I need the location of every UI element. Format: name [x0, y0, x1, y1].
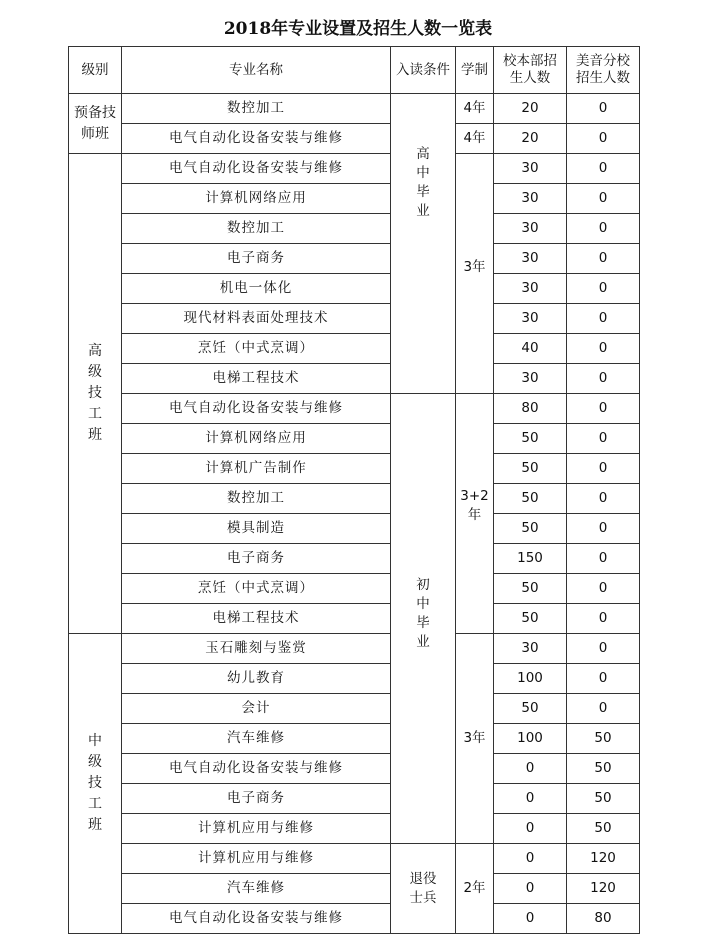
- major-cell: 计算机网络应用: [122, 184, 391, 214]
- meiyin-campus-count: 120: [567, 844, 640, 874]
- meiyin-campus-count: 50: [567, 784, 640, 814]
- main-campus-count: 40: [494, 334, 567, 364]
- meiyin-campus-count: 50: [567, 724, 640, 754]
- duration-three-year-text: 3年: [463, 259, 486, 275]
- main-campus-count: 0: [494, 844, 567, 874]
- major-cell: 电梯工程技术: [122, 604, 391, 634]
- main-campus-count: 50: [494, 604, 567, 634]
- main-campus-count: 30: [494, 184, 567, 214]
- table-row: [69, 814, 640, 844]
- level-prep: [69, 94, 122, 154]
- major-cell: 电气自动化设备安装与维修: [122, 394, 391, 424]
- duration-four-year: [456, 124, 494, 154]
- duration-four-year-text: 4年: [463, 100, 486, 116]
- duration-three-plus-two: [456, 394, 494, 634]
- table-row: [69, 424, 640, 454]
- table-row: [69, 364, 640, 394]
- page-title: 2018年专业设置及招生人数一览表: [223, 19, 493, 39]
- table-row: [69, 304, 640, 334]
- table-row: [69, 754, 640, 784]
- main-campus-count: 150: [494, 544, 567, 574]
- meiyin-campus-count: 0: [567, 364, 640, 394]
- table-row: [69, 694, 640, 724]
- main-campus-count: 20: [494, 124, 567, 154]
- major-cell: 电气自动化设备安装与维修: [122, 124, 391, 154]
- major-cell: 烹饪（中式烹调）: [122, 334, 391, 364]
- duration-two-year-text: 2年: [463, 880, 486, 896]
- duration-two-year: [456, 844, 494, 934]
- table-row: [69, 484, 640, 514]
- main-campus-count: 30: [494, 274, 567, 304]
- meiyin-campus-count: 0: [567, 334, 640, 364]
- major-cell: 现代材料表面处理技术: [122, 304, 391, 334]
- meiyin-campus-count: 50: [567, 754, 640, 784]
- major-cell: 机电一体化: [122, 274, 391, 304]
- table-row: [69, 784, 640, 814]
- meiyin-campus-count: 0: [567, 514, 640, 544]
- header-level: 级别: [69, 47, 122, 94]
- table-row: [69, 394, 640, 424]
- major-cell: 电子商务: [122, 784, 391, 814]
- table-row: [69, 124, 640, 154]
- major-cell: 电子商务: [122, 244, 391, 274]
- header-meiyin-campus: 美音分校招生人数: [567, 47, 640, 94]
- major-cell: 模具制造: [122, 514, 391, 544]
- table-row: [69, 904, 640, 934]
- meiyin-campus-count: 120: [567, 874, 640, 904]
- table-row: [69, 244, 640, 274]
- main-campus-count: 20: [494, 94, 567, 124]
- table-row: [69, 664, 640, 694]
- major-cell: 数控加工: [122, 484, 391, 514]
- meiyin-campus-count: 0: [567, 154, 640, 184]
- table-row: [69, 154, 640, 184]
- major-cell: 计算机网络应用: [122, 424, 391, 454]
- major-cell: 幼儿教育: [122, 664, 391, 694]
- major-cell: 计算机应用与维修: [122, 844, 391, 874]
- entry-high-school: [391, 94, 456, 394]
- header-row: [69, 47, 640, 94]
- major-cell: 汽车维修: [122, 874, 391, 904]
- main-campus-count: 30: [494, 304, 567, 334]
- header-major: 专业名称: [122, 47, 391, 94]
- entry-middle-school-text: 初中毕业: [416, 577, 430, 650]
- meiyin-campus-count: 0: [567, 124, 640, 154]
- main-campus-count: 100: [494, 664, 567, 694]
- major-cell: 电气自动化设备安装与维修: [122, 754, 391, 784]
- entry-high-school-text: 高中毕业: [416, 146, 430, 219]
- main-campus-count: 50: [494, 694, 567, 724]
- duration-three-plus-two-text: 3+2年: [460, 488, 489, 523]
- main-campus-count: 100: [494, 724, 567, 754]
- table-row: [69, 604, 640, 634]
- duration-three-year: [456, 634, 494, 844]
- main-campus-count: 50: [494, 514, 567, 544]
- meiyin-campus-count: 0: [567, 694, 640, 724]
- major-cell: 计算机广告制作: [122, 454, 391, 484]
- main-campus-count: 50: [494, 574, 567, 604]
- table-row: [69, 454, 640, 484]
- main-campus-count: 50: [494, 424, 567, 454]
- main-campus-count: 30: [494, 214, 567, 244]
- major-cell: 汽车维修: [122, 724, 391, 754]
- meiyin-campus-count: 0: [567, 274, 640, 304]
- main-campus-count: 0: [494, 904, 567, 934]
- header-main-campus: 校本部招生人数: [494, 47, 567, 94]
- level-prep-text: 预备技师班: [73, 104, 116, 142]
- meiyin-campus-count: 0: [567, 454, 640, 484]
- major-cell: 数控加工: [122, 94, 391, 124]
- major-cell: 电气自动化设备安装与维修: [122, 154, 391, 184]
- duration-four-year-text: 4年: [463, 130, 486, 146]
- meiyin-campus-count: 80: [567, 904, 640, 934]
- duration-three-year: [456, 154, 494, 394]
- major-cell: 计算机应用与维修: [122, 814, 391, 844]
- main-campus-count: 30: [494, 244, 567, 274]
- table-row: [69, 184, 640, 214]
- table-row: [69, 214, 640, 244]
- table-row: [69, 724, 640, 754]
- major-cell: 数控加工: [122, 214, 391, 244]
- main-campus-count: 50: [494, 454, 567, 484]
- meiyin-campus-count: 0: [567, 634, 640, 664]
- duration-three-year-text: 3年: [463, 730, 486, 746]
- major-cell: 玉石雕刻与鉴赏: [122, 634, 391, 664]
- level-intermediate-text: 中级技工班: [88, 733, 102, 833]
- main-campus-count: 0: [494, 874, 567, 904]
- meiyin-campus-count: 0: [567, 484, 640, 514]
- meiyin-campus-count: 0: [567, 184, 640, 214]
- meiyin-campus-count: 0: [567, 214, 640, 244]
- entry-veterans-text: 退役士兵: [409, 870, 437, 906]
- meiyin-campus-count: 0: [567, 244, 640, 274]
- main-campus-count: 0: [494, 814, 567, 844]
- meiyin-campus-count: 0: [567, 304, 640, 334]
- main-campus-count: 50: [494, 484, 567, 514]
- duration-four-year: [456, 94, 494, 124]
- main-campus-count: 30: [494, 154, 567, 184]
- entry-middle-school: [391, 394, 456, 844]
- main-campus-count: 0: [494, 754, 567, 784]
- table-row: [69, 844, 640, 874]
- main-campus-count: 0: [494, 784, 567, 814]
- header-entry: 入读条件: [391, 47, 456, 94]
- table-row: [69, 574, 640, 604]
- meiyin-campus-count: 0: [567, 94, 640, 124]
- table-row: [69, 544, 640, 574]
- major-cell: 电气自动化设备安装与维修: [122, 904, 391, 934]
- header-duration: 学制: [456, 47, 494, 94]
- table-row: [69, 94, 640, 124]
- meiyin-campus-count: 0: [567, 574, 640, 604]
- entry-veterans: [391, 844, 456, 934]
- table-row: [69, 274, 640, 304]
- enrollment-table: [68, 46, 640, 934]
- table-row: [69, 334, 640, 364]
- meiyin-campus-count: 0: [567, 544, 640, 574]
- major-cell: 烹饪（中式烹调）: [122, 574, 391, 604]
- level-senior-text: 高级技工班: [88, 343, 102, 443]
- meiyin-campus-count: 50: [567, 814, 640, 844]
- level-intermediate: [69, 634, 122, 934]
- meiyin-campus-count: 0: [567, 394, 640, 424]
- major-cell: 电梯工程技术: [122, 364, 391, 394]
- level-senior: [69, 154, 122, 634]
- main-campus-count: 30: [494, 634, 567, 664]
- main-campus-count: 80: [494, 394, 567, 424]
- major-cell: 会计: [122, 694, 391, 724]
- major-cell: 电子商务: [122, 544, 391, 574]
- meiyin-campus-count: 0: [567, 664, 640, 694]
- meiyin-campus-count: 0: [567, 604, 640, 634]
- table-row: [69, 514, 640, 544]
- table-row: [69, 874, 640, 904]
- table-row: [69, 634, 640, 664]
- main-campus-count: 30: [494, 364, 567, 394]
- meiyin-campus-count: 0: [567, 424, 640, 454]
